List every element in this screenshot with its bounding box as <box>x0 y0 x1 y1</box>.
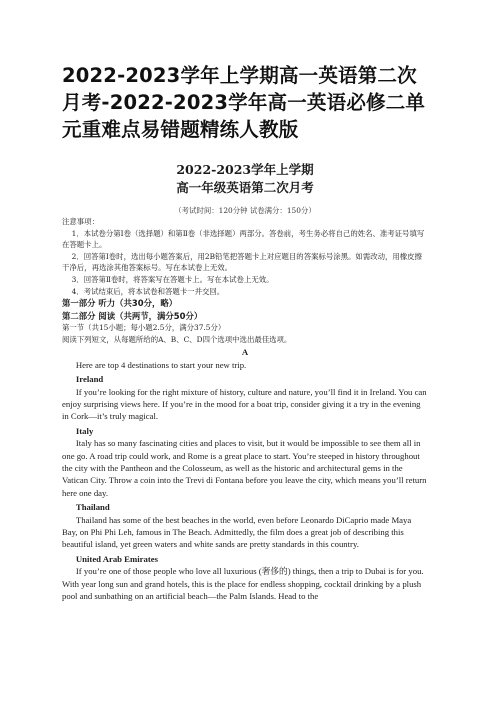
notice-item: 2．回答第Ⅰ卷时，选出每小题答案后，用2B铅笔把答题卡上对应题目的答案标号涂黑。如需改动，用橡皮擦干净后，再选涂其他答案标号。写在本试卷上无效。 <box>62 251 422 273</box>
destination-heading: Thailand <box>75 502 110 513</box>
destination-heading: Ireland <box>75 374 104 385</box>
reading-instruction: 阅读下列短文，从每题所给的A、B、C、D四个选项中选出最佳选项。 <box>62 334 292 344</box>
part1-heading: 第一部分 听力（共30分，略） <box>62 298 178 309</box>
exam-subtitle-term: 2022-2023学年上学期 <box>176 162 314 177</box>
passage-intro: Here are top 4 destinations to start your new trip. <box>75 359 247 370</box>
notice-heading: 注意事项： <box>62 217 99 226</box>
destination-text: If you’re looking for the right mixture of history, culture and nature, you’ll find it in Ireland. You can enjoy surprising views here. If you’re in the mood for a boat trip, consider giving it a try in the evening in Cork—it’s truly magical. <box>62 386 427 422</box>
destination-text: Italy has so many fascinating cities and places to visit, but it would be impossible to see them all in one go. A road trip could work, and Rome is a great place to start. You’re steeped in history throughout the city with the Pantheon and the Colosseum, as well as the historic and architectural gems in the Vatican City. Throw a coin into the Trevi di Fontana before you leave the city, which means you’ll return here one day. <box>62 438 427 498</box>
exam-subtitle-grade: 高一年级英语第二次月考 <box>176 180 314 195</box>
passage-label: A <box>241 347 249 358</box>
notice-item: 4．考试结束后，将本试卷和答题卡一并交回。 <box>71 286 225 296</box>
document-title: 2022-2023学年上学期高一英语第二次月考-2022-2023学年高一英语必修二单元重难点易错题精练人教版 <box>62 64 426 141</box>
destination-text: Thailand has some of the best beaches in the world, even before Leonardo DiCaprio made Maya Bay, on Phi Phi Leh, famous in The Beach. Admittedly, the film does a great job of describing this beautiful island, yet green waters and white sands are pretty standards in this country. <box>62 514 412 550</box>
section1-heading: 第一节（共15小题；每小题2.5分，满分37.5分） <box>62 323 226 333</box>
destination-heading: Italy <box>75 425 94 436</box>
exam-info: （考试时间：120分钟 试卷满分：150分） <box>174 206 316 215</box>
notice-item: 1．本试卷分第Ⅰ卷（选择题）和第Ⅱ卷（非选择题）两部分。答卷前，考生务必将自己的姓名、准考证号填写在答题卡上。 <box>62 228 425 250</box>
destination-text: If you’re one of those people who love all luxurious (奢侈的) things, then a trip to Dubai is for you. With year long sun and grand hotels, this is the place for endless shopping, cocktail drinking by a plush pool and sunbathing on an artificial beach—the Palm Islands. Head to the <box>62 566 424 602</box>
notice-item: 3．回答第Ⅱ卷时，将答案写在答题卡上。写在本试卷上无效。 <box>71 274 274 284</box>
destination-heading: United Arab Emirates <box>75 553 158 564</box>
part2-heading: 第二部分 阅读（共两节，满分50分） <box>62 310 203 321</box>
reading-passage-a <box>62 346 428 602</box>
